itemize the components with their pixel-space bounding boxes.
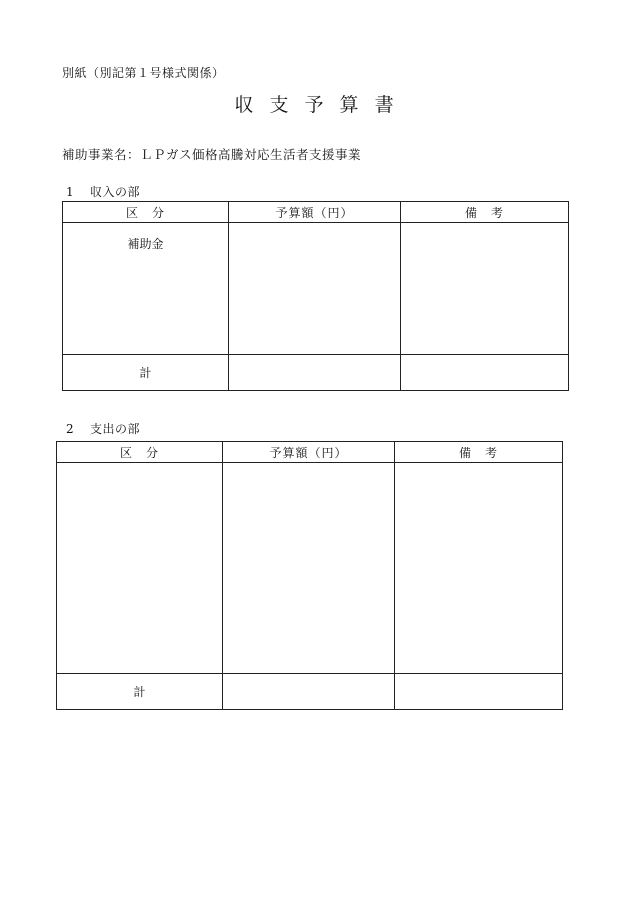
expense-total-row [57,674,563,710]
expense-header-remarks: 備 考 [395,442,563,463]
expense-table-header [57,442,563,463]
income-total-row [63,355,569,391]
income-header-remarks: 備 考 [401,202,569,223]
income-section-number: 1 [66,185,75,199]
project-label: 補助事業名： [62,147,141,162]
expense-total-remarks [395,674,563,710]
income-table-header [63,202,569,223]
income-total-remarks [401,355,569,391]
income-section-heading [66,183,140,200]
expense-header-category: 区 分 [57,442,223,463]
expense-item-cell [57,463,223,674]
expense-remarks-cell [395,463,563,674]
income-item-cell: 補助金 [63,223,229,355]
income-header-category: 区 分 [63,202,229,223]
document-title: 収 支 予 算 書 [234,94,396,116]
income-remarks-cell [401,223,569,355]
project-line [62,145,361,163]
income-table [62,201,569,391]
expense-total-amount [223,674,395,710]
table-row [57,463,563,674]
expense-amount-cell [223,463,395,674]
expense-section-number: 2 [66,422,75,436]
expense-section-title: 支出の部 [90,422,141,436]
income-section-title: 収入の部 [90,185,141,199]
expense-total-label: 計 [57,674,223,710]
expense-table [56,441,563,710]
income-total-amount [229,355,401,391]
table-row [63,223,569,355]
income-header-amount: 予算額（円） [229,202,401,223]
income-amount-cell [229,223,401,355]
income-total-label: 計 [63,355,229,391]
project-name: ＬＰガス価格高騰対応生活者支援事業 [140,147,362,162]
expense-header-amount: 予算額（円） [223,442,395,463]
expense-section-heading [66,420,140,437]
attachment-label: 別紙（別記第１号様式関係） [62,66,225,80]
